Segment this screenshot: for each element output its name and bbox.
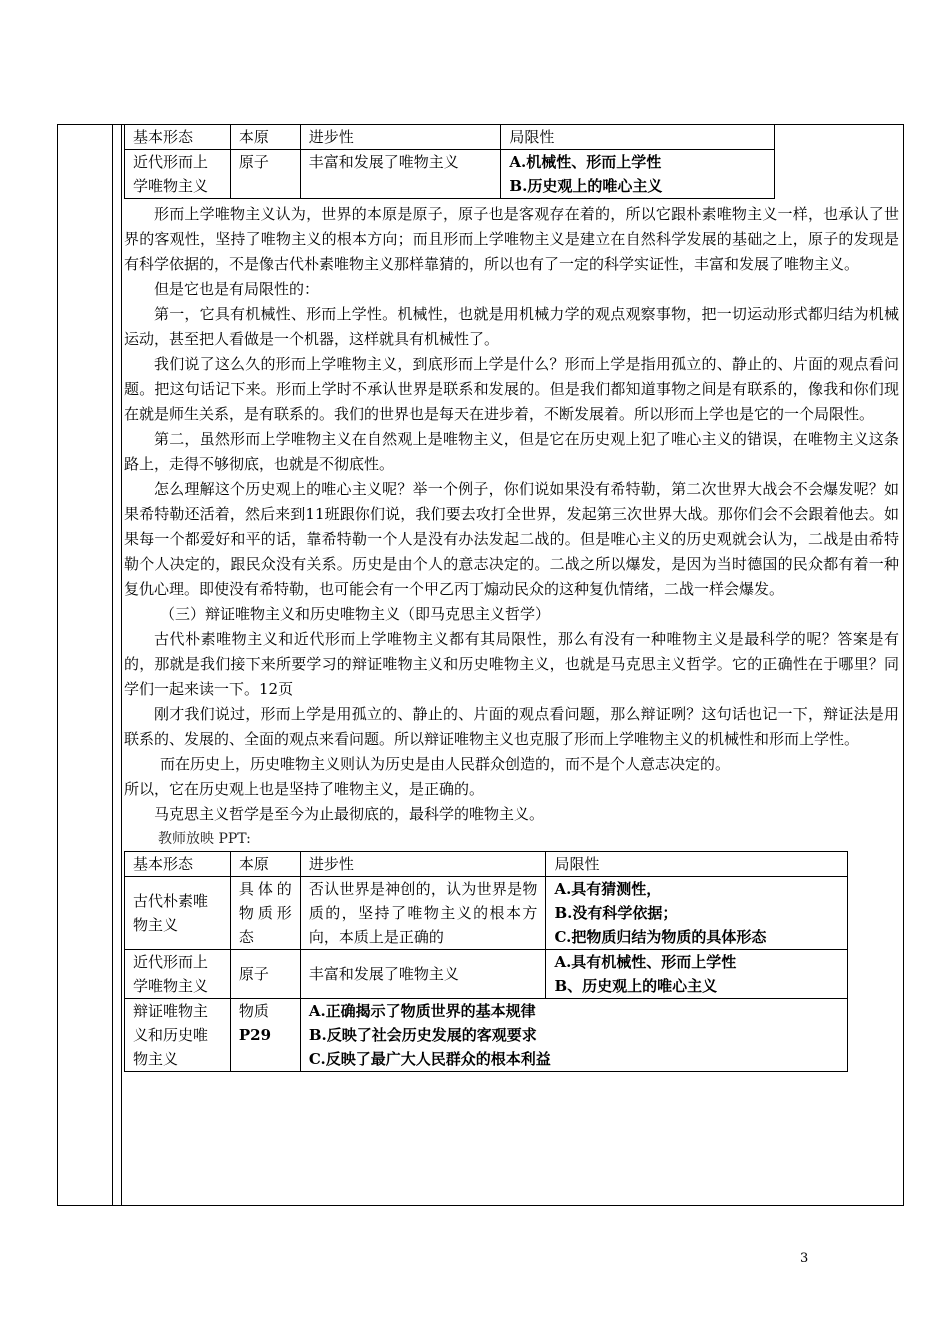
paragraph-9: 而在历史上，历史唯物主义则认为历史是由人民群众创造的，而不是个人意志决定的。 [160, 755, 731, 773]
table2-row3-origin-text: 物质 [238, 1002, 269, 1020]
table2-header-row [125, 852, 848, 877]
paragraph-8: 刚才我们说过，形而上学是用孤立的、静止的、片面的观点看问题，那么辩证咧？这句话也记一下，辩证法是用联系的、发展的、全面的观点来看问题。所以辩证唯物主义也克服了形而上学唯物主义的机械性和形而上学性。 [124, 705, 899, 748]
table2-row1-origin: 具体的物质形态 [230, 877, 300, 950]
section-heading: （三）辩证唯物主义和历史唯物主义（即马克思主义哲学） [160, 605, 551, 623]
table2-row2-limit-b: B、历史观上的唯心主义 [554, 977, 718, 995]
table1-limit-b: B.历史观上的唯心主义 [509, 177, 663, 195]
paragraph-5: 第二，虽然形而上学唯物主义在自然观上是唯物主义，但是它在历史观上犯了唯心主义的错误，在唯物主义这条路上，走得不够彻底，也就是不彻底性。 [124, 430, 899, 473]
table2-row3-point-c: C.反映了最广大人民群众的根本利益 [308, 1050, 551, 1068]
table1-origin: 原子 [230, 150, 300, 199]
paragraph-2: 但是它也是有局限性的： [154, 280, 320, 298]
table2-row-dialectical [125, 999, 848, 1072]
paragraph-3: 第一，它具有机械性、形而上学性。机械性，也就是用机械力学的观点观察事物，把一切运动形式都归结为机械运动，甚至把人看做是一个机器，这样就具有机械性了。 [124, 305, 899, 348]
table2-row3-point-b: B.反映了社会历史发展的客观要求 [308, 1026, 537, 1044]
table2-row1-limits [546, 877, 848, 950]
table1-header-form: 基本形态 [125, 125, 231, 150]
table2-row1-progress: 否认世界是神创的，认为世界是物质的，坚持了唯物主义的根本方向，本质上是正确的 [300, 877, 546, 950]
table2-row1-form: 古代朴素唯物主义 [125, 877, 231, 950]
narrow-margin-column [113, 124, 122, 1206]
table2-row1-limit-b: B.没有科学依据； [554, 904, 678, 922]
lesson-content [124, 124, 899, 1072]
paragraph-6: 怎么理解这个历史观上的唯心主义呢？举一个例子，你们说如果没有希特勒，第二次世界大战会不会爆发呢？如果希特勒还活着，然后来到11班跟你们说，我们要去攻打全世界，发起第三次世界大战。那你们会不会跟着他去。如果每一个都爱好和平的话，靠希特勒一个人是没有办法发起二战的。但是唯心主义的历史观就会认为，二战是由希特勒个人决定的，跟民众没有关系。历史是由个人的意志决定的。二战之所以爆发，是因为当时德国的民众都有着一种复仇心理。即使没有希特勒，也可能会有一个甲乙丙丁煽动民众的这种复仇情绪，二战一样会爆发。 [124, 480, 899, 598]
table2-row2-limits [546, 950, 848, 999]
table1-progress: 丰富和发展了唯物主义 [300, 150, 501, 199]
lesson-text [124, 199, 899, 827]
table1-header-origin: 本原 [230, 125, 300, 150]
table2-header-form: 基本形态 [125, 852, 231, 877]
paragraph-4: 我们说了这么久的形而上学唯物主义，到底形而上学是什么？形而上学是指用孤立的、静止的、片面的观点看问题。把这句话记下来。形而上学时不承认世界是联系和发展的。但是我们都知道事物之间是有联系的，像我和你们现在就是师生关系，是有联系的。我们的世界也是每天在进步着，不断发展着。所以形而上学也是它的一个局限性。 [124, 355, 899, 423]
table2-row1-limit-a: A.具有猜测性， [554, 880, 662, 898]
left-margin-column [57, 124, 113, 1206]
table2-row3-origin-ref: P29 [238, 1026, 272, 1044]
paragraph-10: 所以，它在历史观上也是坚持了唯物主义，是正确的。 [124, 780, 485, 798]
table2-row2-progress: 丰富和发展了唯物主义 [300, 950, 546, 999]
paragraph-1: 形而上学唯物主义认为，世界的本原是原子，原子也是客观存在着的，所以它跟朴素唯物主义一样，也承认了世界的客观性，坚持了唯物主义的根本方向；而且形而上学唯物主义是建立在自然科学发展的基础之上，原子的发现是有科学依据的，不是像古代朴素唯物主义那样靠猜的，所以也有了一定的科学实证性，丰富和发展了唯物主义。 [124, 205, 899, 273]
paragraph-11: 马克思主义哲学是至今为止最彻底的，最科学的唯物主义。 [154, 805, 545, 823]
table2-row3-origin [230, 999, 300, 1072]
table2-row-modern [125, 950, 848, 999]
table2-row2-form: 近代形而上学唯物主义 [125, 950, 231, 999]
table1-header-row [125, 125, 775, 150]
ppt-label: 教师放映 PPT: [158, 831, 251, 847]
table1-limits [501, 150, 775, 199]
table2-header-limits: 局限性 [546, 852, 848, 877]
table1-form: 近代形而上学唯物主义 [125, 150, 231, 199]
table2-row-ancient [125, 877, 848, 950]
table1-header-limits: 局限性 [501, 125, 775, 150]
table1-limit-a: A.机械性、形而上学性 [509, 153, 662, 171]
comparison-table-1 [124, 124, 775, 199]
table2-row3-points [300, 999, 847, 1072]
comparison-table-2 [124, 851, 848, 1072]
table1-row [125, 150, 775, 199]
page-number: 3 [800, 1251, 809, 1266]
table2-row3-form: 辩证唯物主义和历史唯物主义 [125, 999, 231, 1072]
table2-row3-point-a: A.正确揭示了物质世界的基本规律 [308, 1002, 536, 1020]
table2-header-origin: 本原 [230, 852, 300, 877]
table2-row2-limit-a: A.具有机械性、形而上学性 [554, 953, 737, 971]
paragraph-7: 古代朴素唯物主义和近代形而上学唯物主义都有其局限性，那么有没有一种唯物主义是最科学的呢？答案是有的，那就是我们接下来所要学习的辩证唯物主义和历史唯物主义，也就是马克思主义哲学。它的正确性在于哪里？同学们一起来读一下。12页 [124, 630, 899, 698]
table2-header-progress: 进步性 [300, 852, 546, 877]
table2-row1-limit-c: C.把物质归结为物质的具体形态 [554, 928, 767, 946]
table1-header-progress: 进步性 [300, 125, 501, 150]
table2-row2-origin: 原子 [230, 950, 300, 999]
